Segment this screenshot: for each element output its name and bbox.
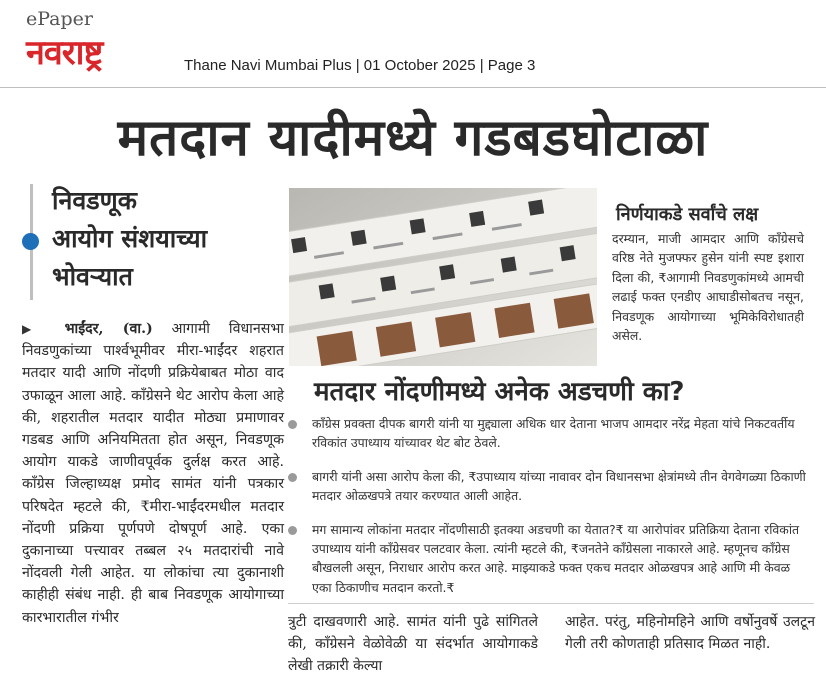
lead-arrow-icon: ▶ <box>22 322 46 336</box>
subhead-line: आयोग संशयाच्या <box>52 224 208 253</box>
bullet-item <box>288 467 808 506</box>
sidebar-title: निर्णयाकडे सर्वांचे लक्ष <box>616 204 759 225</box>
left-body-text: आगामी विधानसभा निवडणुकांच्या पार्श्वभूमीवर मीरा-भाईंदर शहरात मतदार यादी आणि नोंदणी प्रक्रियेबाबत मोठा वाद उफाळून आला आहे. कॉंग्रेसने थेट आरोप केला आहे की, शहरातील मतदार यादीत मोठ्या प्रमाणावर गडबड आणि अनियमितता होत असून, निवडणूक आयोग याकडे जाणीवपूर्वक दुर्लक्ष करत आहे. कॉंग्रेस जिल्हाध्यक्ष प्रमोद सामंत यांनी पत्रकार परिषदेत म्हटले की, ₹मीरा-भाईंदरमधील मतदार नोंदणी प्रक्रिया पूर्णपणे दोषपूर्ण आहे. एका दुकानाच्या पत्त्यावर तब्बल २५ मतदारांची नावे नोंदवली गेली आहेत. या लोकांचा त्या दुकानाशी काहीही संबंध नाही. ही बाब निवडणूक आयोगाच्या कारभारातील गंभीर <box>22 321 284 626</box>
masthead-divider <box>0 87 826 88</box>
edition-line: Thane Navi Mumbai Plus | 01 October 2025 | Page 3 <box>184 57 536 74</box>
subhead <box>52 182 277 296</box>
bottom-middle-column: त्रुटी दाखवणारी आहे. सामंत यांनी पुढे सांगितले की, कॉंग्रेसने वेळोवेळी या संदर्भात आयोगाकडे लेखी तक्रारी केल्या <box>288 614 538 674</box>
bullet-item <box>288 414 808 453</box>
bullet-dot-icon <box>288 420 297 429</box>
bullet-text: कॉंग्रेस प्रवक्ता दीपक बागरी यांनी या मुद्द्याला अधिक धार देताना भाजप आमदार नरेंद्र मेहता यांचे निकटवर्तीय रविकांत उपाध्याय यांच्यावर थेट बोट ठेवले. <box>312 416 795 451</box>
section-heading: मतदार नोंदणीमध्ये अनेक अडचणी का? <box>314 377 685 407</box>
main-headline: मतदान यादीमध्ये गडबडघोटाळा <box>117 109 709 168</box>
bullet-item <box>288 520 808 598</box>
newspaper-logo[interactable] <box>26 30 176 76</box>
epaper-label: ePaper <box>26 8 93 30</box>
bullet-dot-icon <box>288 526 297 535</box>
subhead-line: निवडणूक <box>52 186 137 215</box>
sidebar-text: दरम्यान, माजी आमदार आणि कॉंग्रेसचे वरिष्ठ नेते मुजफ्फर हुसेन यांनी स्पष्ट इशारा दिला की, ₹आगामी निवडणुकांमध्ये आमची लढाई फक्त एनडीए आघाडीसोबतच नसून, निवडणूक आयोगाच्या भूमिकेविरोधातही असेल. <box>612 231 804 344</box>
bullet-dot-icon <box>22 233 39 250</box>
left-column-body <box>22 318 284 629</box>
photo-illustration <box>289 188 597 366</box>
bullet-text: बागरी यांनी असा आरोप केला की, ₹उपाध्याय यांच्या नावावर दोन विधानसभा क्षेत्रांमध्ये तीन वेगवेगळ्या ठिकाणी मतदार ओळखपत्रे तयार करण्यात आली आहेत. <box>312 468 806 504</box>
bottom-divider <box>288 603 814 604</box>
voter-slips-photo <box>289 188 597 366</box>
dateline: भाईंदर, (वा.) <box>64 321 153 337</box>
bullet-list <box>288 414 808 611</box>
bullet-dot-icon <box>288 473 297 482</box>
subhead-line: भोवऱ्यात <box>52 262 133 291</box>
brand-name: नवराष्ट्र <box>26 33 103 73</box>
bottom-right-column: आहेत. परंतु, महिनोमहिने आणि वर्षोनुवर्षे उलटून गेली तरी कोणताही प्रतिसाद मिळत नाही. <box>565 614 815 652</box>
bullet-text: मग सामान्य लोकांना मतदार नोंदणीसाठी इतक्या अडचणी का येतात?₹ या आरोपांवर प्रतिक्रिया देताना रविकांत उपाध्याय यांनी कॉंग्रेसवर पलटवार केला. त्यांनी म्हटले की, ₹जनतेने कॉंग्रेसला नाकारले आहे. म्हणूनच कॉंग्रेस बौखलली असून, निराधार आरोप करत आहे. माझ्याकडे फक्त एकच मतदार ओळखपत्र आहे आणि मी केवळ एका ठिकाणीच मतदान करतो.₹ <box>312 521 800 595</box>
